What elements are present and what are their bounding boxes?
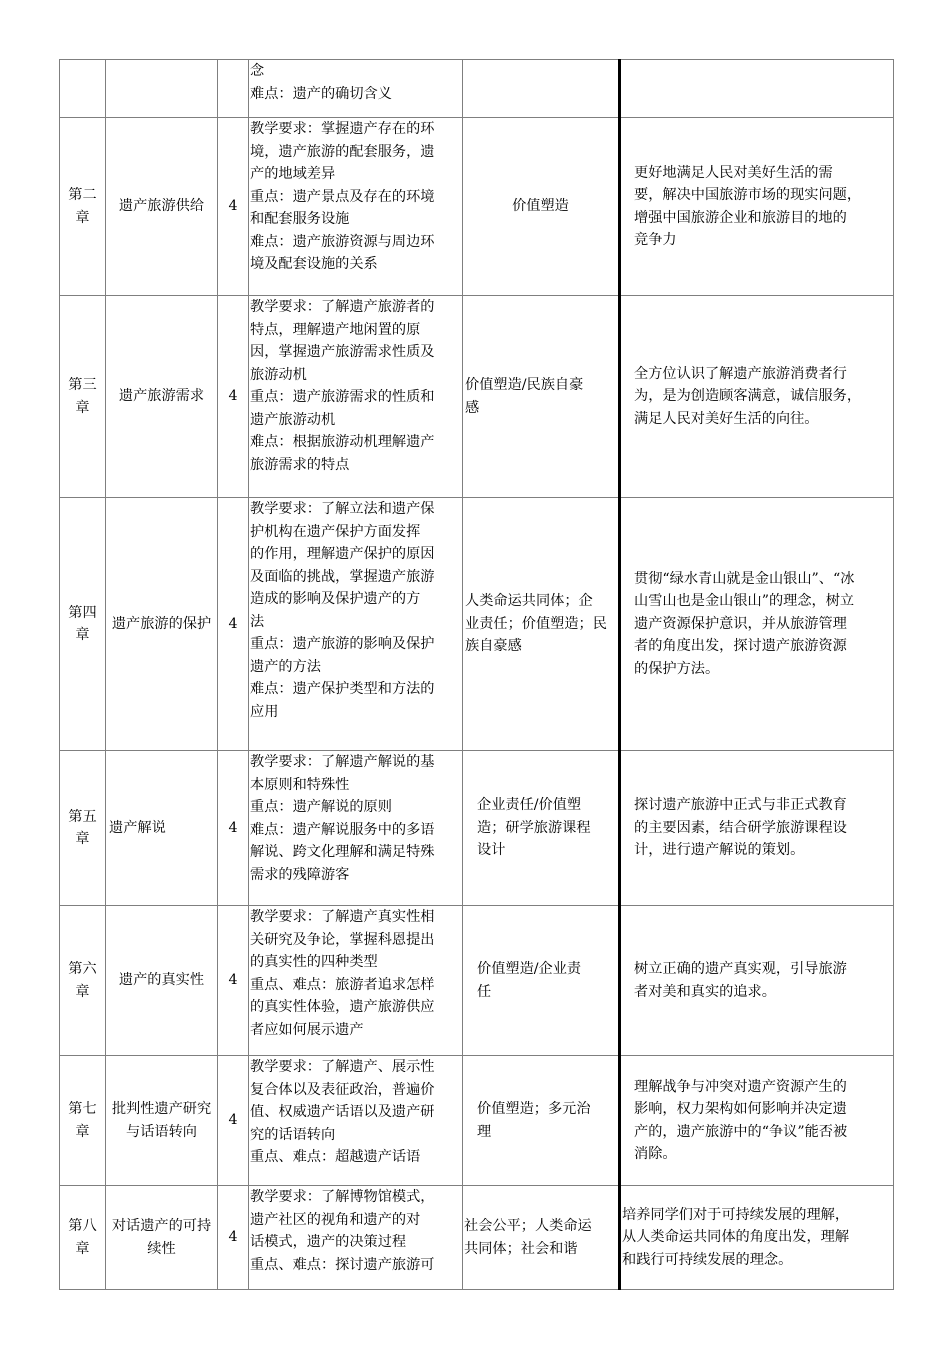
text-line: 贯彻“绿水青山就是金山银山”、“冰 [634,570,855,587]
title-cell: 遗产旅游需求 [106,296,218,498]
goals-cell [620,906,894,1056]
text-line: 感 [465,399,480,416]
table-row [60,1056,894,1186]
text-line: 理解战争与冲突对遗产资源产生的 [634,1078,847,1095]
requirements-cell [249,1056,463,1186]
text-line: 的真实性体验，遗产旅游供应 [250,999,435,1015]
text-line: 竞争力 [634,232,677,248]
text-line: 教学要求：了解遗产真实性相 [250,909,435,925]
text-line: 教学要求：了解立法和遗产保 [250,501,435,517]
text-line: 计，进行遗产解说的策划。 [634,842,805,859]
text-line: 难点：遗产保护类型和方法的 [250,681,435,697]
text-line: 应用 [250,703,279,720]
text-line: 境，遗产旅游的配套服务，遗 [250,143,435,160]
text-line: 为，是为创造顾客满意，诚信服务， [634,388,862,405]
elements-cell [463,296,620,498]
goals-cell [620,498,894,751]
text-line: 从人类命运共同体的角度出发，理解 [622,1229,850,1246]
elements-cell [463,498,620,751]
chapter-cell: 第二章 [60,118,106,296]
hours-cell: 4 [218,118,249,296]
text-line: 话模式，遗产的决策过程 [250,1234,407,1250]
text-line: 遗产的方法 [250,658,321,675]
hours-cell: 4 [218,1186,249,1290]
text-line: 重点、难点：旅游者追求怎样 [250,976,435,993]
elements-cell [463,1056,620,1186]
elements-cell [463,906,620,1056]
chapter-cell [60,60,106,118]
text-line: 难点：遗产的确切含义 [250,85,392,102]
goals-cell [620,118,894,296]
text-line: 教学要求：掌握遗产存在的环 [250,121,435,137]
hours-cell: 4 [218,751,249,906]
text-line: 遗产社区的视角和遗产的对 [250,1211,421,1228]
hours-cell [218,60,249,118]
text-line: 的作用，理解遗产保护的原因 [250,546,435,562]
table-row [60,118,894,296]
elements-cell [463,751,620,906]
chapter-cell: 第六章 [60,906,106,1056]
text-line: 更好地满足人民对美好生活的需 [634,164,833,181]
text-line: 难点：遗产旅游资源与周边环 [250,233,435,250]
text-line: 解说、跨文化理解和满足特殊 [250,844,435,860]
text-line: 山雪山也是金山银山”的理念，树立 [634,593,855,610]
text-line: 遗产资源保护意识，并从旅游管理 [634,615,847,632]
table-row [60,906,894,1056]
text-line: 旅游动机 [250,366,307,383]
title-cell: 批判性遗产研究与话语转向 [106,1056,218,1186]
text-line: 社会公平；人类命运 [464,1218,592,1234]
text-line: 者对美和真实的追求。 [634,983,776,1000]
table-row [60,498,894,751]
text-line: 设计 [477,842,506,859]
goals-cell [620,296,894,498]
text-line: 造成的影响及保护遗产的方 [250,591,421,607]
text-line: 重点：遗产解说的原则 [250,799,392,815]
text-line: 价值塑造；多元治 [477,1101,591,1117]
requirements-cell [249,60,463,118]
text-line: 增强中国旅游企业和旅游目的地的 [634,209,847,226]
text-line: 价值塑造/民族自豪 [465,377,584,393]
text-line: 重点：遗产景点及存在的环境 [250,188,435,205]
title-cell: 遗产解说 [106,751,218,906]
text-line: 的保护方法。 [634,660,720,677]
requirements-cell [249,118,463,296]
text-line: 念 [250,63,265,79]
text-line: 消除。 [634,1146,677,1162]
elements-cell [463,60,620,118]
text-line: 理 [477,1123,492,1140]
text-line: 究的话语转向 [250,1126,336,1143]
text-line: 教学要求：了解遗产、展示性 [250,1059,435,1075]
text-line: 教学要求：了解遗产解说的基 [250,754,435,770]
text-line: 的真实性的四种类型 [250,954,378,970]
text-line: 的主要因素，结合研学旅游课程设 [634,819,847,836]
text-line: 者的角度出发，探讨遗产旅游资源 [634,638,847,655]
text-line: 者应如何展示遗产 [250,1021,364,1038]
title-cell [106,60,218,118]
chapter-cell: 第三章 [60,296,106,498]
text-line: 业责任；价值塑造；民 [465,615,607,632]
text-line: 重点、难点：探讨遗产旅游可 [250,1256,435,1273]
text-line: 企业责任/价值塑 [477,797,582,814]
requirements-cell [249,751,463,906]
goals-cell [620,1056,894,1186]
chapter-cell: 第八章 [60,1186,106,1290]
text-line: 教学要求：了解遗产旅游者的 [250,299,435,315]
hours-cell: 4 [218,498,249,751]
text-line: 产的，遗产旅游中的“争议”能否被 [634,1123,848,1140]
text-line: 重点：遗产旅游的影响及保护 [250,636,435,652]
requirements-cell [249,906,463,1056]
hours-cell: 4 [218,296,249,498]
text-line: 产的地域差异 [250,166,336,182]
requirements-cell [249,1186,463,1290]
goals-cell [620,751,894,906]
text-line: 及面临的挑战，掌握遗产旅游 [250,568,435,585]
hours-cell: 4 [218,1056,249,1186]
text-line: 价值塑造/企业责 [477,961,582,977]
text-line: 共同体；社会和谐 [464,1240,578,1257]
text-line: 教学要求：了解博物馆模式， [250,1189,435,1205]
text-line: 特点，理解遗产地闲置的原 [250,321,421,338]
hours-cell: 4 [218,906,249,1056]
chapter-cell: 第七章 [60,1056,106,1186]
text-line: 满足人民对美好生活的向往。 [634,410,819,427]
requirements-cell [249,498,463,751]
title-cell: 遗产的真实性 [106,906,218,1056]
chapter-cell: 第五章 [60,751,106,906]
text-line: 全方位认识了解遗产旅游消费者行 [634,365,847,382]
text-line: 价值塑造 [512,198,569,215]
table-row [60,296,894,498]
text-line: 要，解决中国旅游市场的现实问题， [634,187,862,203]
text-line: 重点：遗产旅游需求的性质和 [250,389,435,405]
text-line: 重点、难点：超越遗产话语 [250,1149,421,1165]
text-line: 培养同学们对于可持续发展的理解， [622,1206,850,1223]
text-line: 法 [250,613,265,630]
text-line: 造；研学旅游课程 [477,819,591,836]
text-line: 本原则和特殊性 [250,776,350,793]
text-line: 族自豪感 [465,638,522,655]
goals-cell [620,1186,894,1290]
text-line: 境及配套设施的关系 [250,256,378,272]
course-table [59,59,894,1290]
elements-cell [463,118,620,296]
requirements-cell [249,296,463,498]
chapter-cell: 第四章 [60,498,106,751]
table-row [60,1186,894,1290]
text-line: 旅游需求的特点 [250,456,350,473]
title-cell: 对话遗产的可持续性 [106,1186,218,1290]
text-line: 难点：遗产解说服务中的多语 [250,821,435,838]
text-line: 遗产旅游动机 [250,411,336,428]
text-line: 人类命运共同体；企 [465,593,593,610]
title-cell: 遗产旅游的保护 [106,498,218,751]
text-line: 和配套服务设施 [250,211,350,227]
text-line: 难点：根据旅游动机理解遗产 [250,434,435,450]
text-line: 护机构在遗产保护方面发挥 [250,523,421,540]
text-line: 因，掌握遗产旅游需求性质及 [250,344,435,360]
text-line: 影响，权力架构如何影响并决定遗 [634,1101,847,1117]
text-line: 树立正确的遗产真实观，引导旅游 [634,961,847,977]
elements-cell [463,1186,620,1290]
text-line: 任 [477,983,492,1000]
text-line: 值、权威遗产话语以及遗产研 [250,1104,435,1120]
text-line: 复合体以及表征政治，普遍价 [250,1081,435,1098]
text-line: 探讨遗产旅游中正式与非正式教育 [634,797,847,814]
text-line: 和践行可持续发展的理念。 [622,1251,793,1268]
title-cell: 遗产旅游供给 [106,118,218,296]
text-line: 关研究及争论，掌握科恩提出 [250,931,435,948]
table-row [60,60,894,118]
goals-cell [620,60,894,118]
table-row [60,751,894,906]
text-line: 需求的残障游客 [250,866,350,883]
